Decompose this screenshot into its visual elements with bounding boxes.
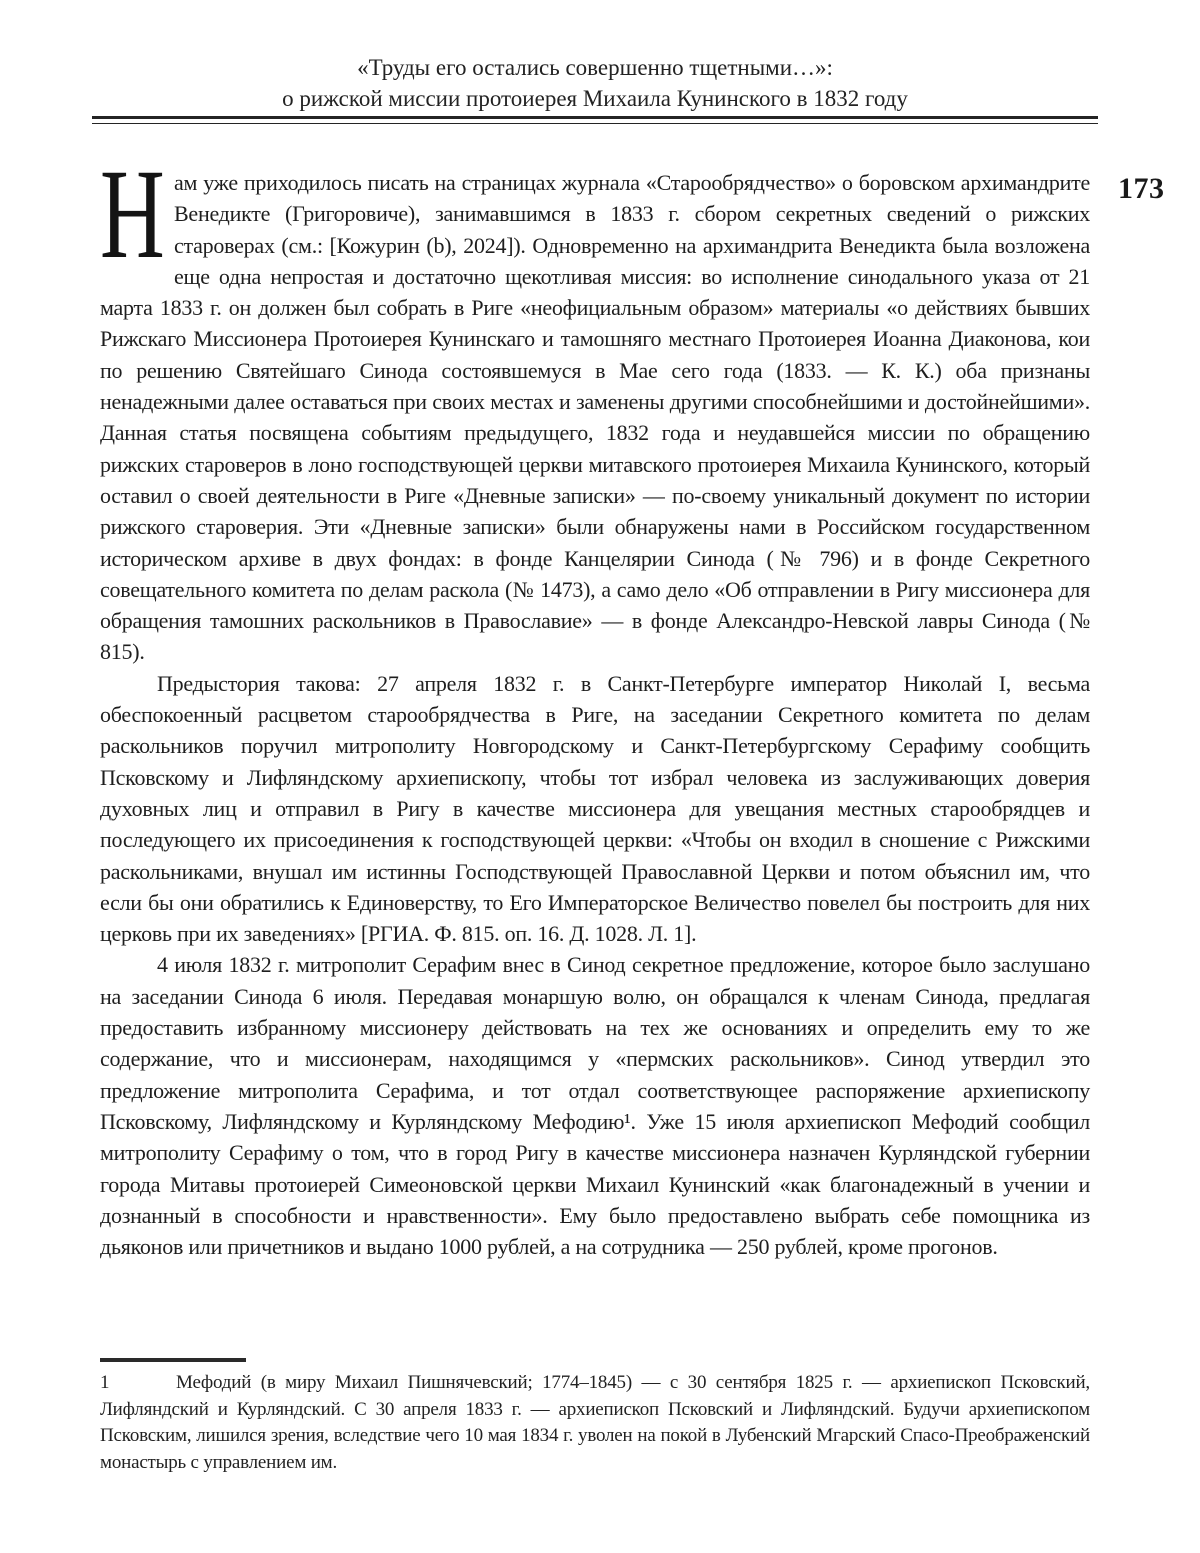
article-title-line1: «Труды его остались совершенно тщетными…»: (357, 55, 833, 80)
footnote-block (100, 1358, 1090, 1476)
footnote-text: Мефодий (в миру Михаил Пишнячевский; 1774–1845) — с 30 сентября 1825 г. — архиепископ Псковский, Лифляндский и Курляндский. С 30 апреля 1833 г. — архиепископ Псковский и Лифляндский. Будучи архиепископом Псковским, лишился зрения, вследствие чего 10 мая 1834 г. уволен на покой в Лубенский Мгарский Спасо-Преображенский монастырь с управлением им. (100, 1372, 1090, 1473)
footnote-marker: 1 (100, 1372, 110, 1393)
paragraph-1-text: ам уже приходилось писать на страницах журнала «Старообрядчество» о боровском архимандрите Венедикте (Григоровиче), занимавшимся в 1833 г. сбором секретных сведений о рижских староверах (см.: [Кожурин (b), 2024]). Одновременно на архимандрита Венедикта была возложена еще одна непростая и достаточно щекотливая миссия: во исполнение синодального указа от 21 марта 1833 г. он должен был собрать в Риге «неофициальным образом» материалы «о действиях бывших Рижскаго Миссионера Протоиерея Кунинскаго и тамошняго местнаго Протоиерея Иоанна Диаконова, кои по решению Святейшаго Синода состоявшемуся в Мае сего года (1833. — К. К.) оба признаны ненадежными далее оставаться при своих местах и заменены другими способнейшими и достойнейшими». Данная статья посвящена событиям предыдущего, 1832 года и неудавшейся миссии по обращению рижских староверов в лоно господствующей церкви митавского протоиерея Михаила Кунинского, который оставил о своей деятельности в Риге «Дневные записки» — по-своему уникальный документ по истории рижского староверия. Эти «Дневные записки» были обнаружены нами в Российском государственном историческом архиве в двух фондах: в фонде Канцелярии Синода (№ 796) и в фонде Секретного совещательного комитета по делам раскола (№ 1473), а само дело «Об отправлении в Ригу миссионера для обращения тамошних раскольников в Православие» — в фонде Александро-Невской лавры Синода (№ 815). (100, 170, 1090, 665)
paragraph-1 (100, 143, 1090, 668)
page-number: 173 (1118, 172, 1165, 205)
drop-cap: Н (100, 143, 165, 285)
paragraph-3: 4 июля 1832 г. митрополит Серафим внес в Синод секретное предложение, которое было заслушано на заседании Синода 6 июля. Передавая монаршую волю, он обращался к членам Синода, предлагая предоставить избранному миссионеру действовать на тех же основаниях и определить ему то же содержание, что и миссионерам, находящимся у «пермских раскольников». Синод утвердил это предложение митрополита Серафима, и тот отдал соответствующее распоряжение архиепископу Псковскому, Лифляндскому и Курляндскому Мефодию¹. Уже 15 июля архиепископ Мефодий сообщил митрополиту Серафиму о том, что в город Ригу в качестве миссионера назначен Курляндской губернии города Митавы протоиерей Симеоновской церкви Михаил Кунинский «как благонадежный в учении и дознанный в способности и нравственности». Ему было предоставлено выбрать себе помощника из дьяконов или причетников и выдано 1000 рублей, а на сотрудника — 250 рублей, кроме прогонов. (100, 952, 1090, 1260)
footnote (100, 1370, 1090, 1476)
paragraph-2: Предыстория такова: 27 апреля 1832 г. в Санкт-Петербурге император Николай I, весьма обеспокоенный расцветом старообрядчества в Риге, на заседании Секретного комитета по делам раскольников поручил митрополиту Новгородскому и Санкт-Петербургскому Серафиму сообщить Псковскому и Лифляндскому архиепископу, чтобы тот избрал человека из заслуживающих доверия духовных лиц и отправил в Ригу в качестве миссионера для увещания местных старообрядцев и последующего их присоединения к господствующей церкви: «Чтобы он входил в сношение с Рижскими раскольниками, внушал им истинны Господствующей Православной Церкви и потом объяснил им, что если бы они обратились к Единоверству, то Его Императорское Величество повелел бы построить для них церковь при их заведениях» [РГИА. Ф. 815. оп. 16. Д. 1028. Л. 1]. (100, 670, 1090, 947)
footnote-divider (100, 1358, 246, 1362)
header-divider (92, 116, 1098, 124)
article-title-line2: о рижской миссии протоиерея Михаила Кунинского в 1832 году (282, 86, 908, 111)
article-title (92, 52, 1098, 114)
article-body (100, 143, 1090, 1262)
